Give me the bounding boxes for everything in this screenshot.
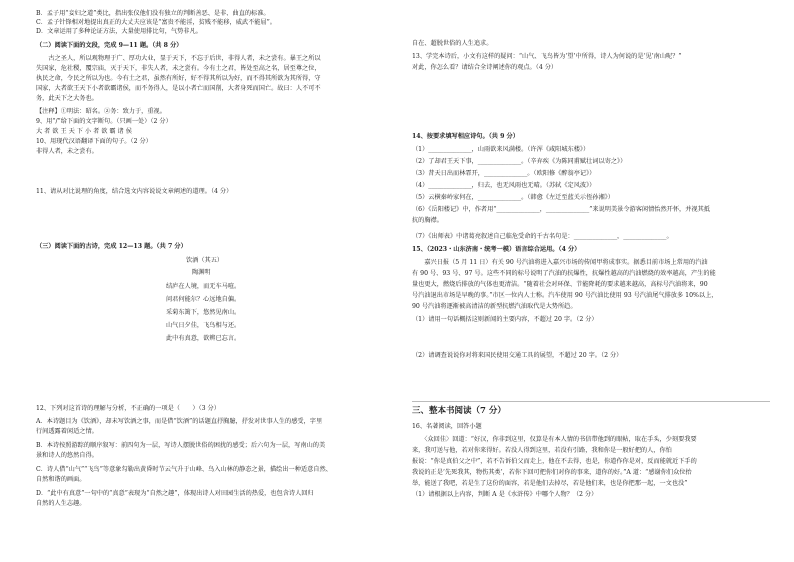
right-text-line: 13、学完本诗后，小文有这样的疑问：“山气、飞鸟皆为‘望’中所得，诗人为何说的是‘见’南山呢？” (412, 53, 682, 60)
right-text-line: 来，我可送与他，若对你来得好。若没人得到这里，若没有引路，我和你是一般好把的人，你怕 (412, 447, 672, 454)
left-text-line: D．“此中有真意”一句中的“真意”表现为“自然之趣”，体现出诗人对田园生活的热爱，也包含诗人回归 (36, 490, 314, 497)
left-text-line: C．孟子针锋相对地提出真正的大丈夫应该是“富贵不能淫，贫贱不能移，威武不能屈”。 (36, 19, 276, 26)
left-text-line: 自然和谐的画面。 (36, 476, 86, 483)
left-text-line: B．本诗按照游踪的顺序叙写：前四句为一层，写诗人摆脱世俗的困扰的感受；后六句为一层，写南山的美 (36, 442, 326, 449)
right-text-line: （1）请根据以上内容，判断 A 是《水浒传》中哪个人物？（2 分） (412, 491, 598, 498)
right-text-line: 自在、超脱世俗的人生追求。 (412, 40, 493, 47)
left-text-line: 10、用现代汉语翻译下面的句子。（2 分） (36, 138, 152, 145)
right-text-line: （6）《岳阳楼记》中，作者用“______________，______________”来说明美景令游客闲情怡然开怀，并视其抵 (412, 206, 710, 213)
right-text-line: （5）云横秦岭家何在，______________。（韩愈《左迁至蓝关示侄孙湘》） (412, 194, 614, 201)
right-text-line: 15、（2023・山东济南・统考一模）语言综合运用。（4 分） (412, 246, 581, 253)
poem-line: 采菊东篱下，悠然见南山。 (166, 309, 241, 316)
right-text-line: 举，能送了我吧，若是生了这份的面容，若是他们去掉尽，若是他们来，也是你把那一起，一文也没” (412, 480, 688, 487)
left-text-line: 自然的人生志趣。 (36, 500, 86, 507)
right-text-line: （2）了却君王天下事，______________。（辛弃疾《为陈同甫赋壮词以寄之》） (412, 158, 627, 165)
left-text-line: 9、用“/”给下面的文字断句。（只画一处）（2 分） (36, 118, 172, 125)
right-column (412, 0, 770, 562)
left-text-line: （三）阅读下面的古诗，完成 12—13 题。（共 7 分） (36, 243, 187, 250)
left-text-line: D．文章运用了多种论证方法，大量使用排比句，气势非凡。 (36, 28, 202, 35)
left-text-line: 景和诗人的悠然自得。 (36, 452, 98, 459)
section-divider (412, 401, 770, 402)
left-text-line: A．本诗题目为《饮酒》，却未写饮酒之事，而是借“饮酒”的话题直抒胸臆，抒发对世事人生的感受，字里 (36, 418, 323, 425)
left-text-line: 古之圣人，所以观物理于广、厚功大业，显于天下，不忘于后世，非得人者，未之尝有。暴王之所以 (36, 55, 321, 62)
right-text-line: 嘉兴日报（5 月 11 日）有关 90 号汽油将进入嘉兴市场的传闻甲将成事实。据悉目前市场上常用的汽油 (412, 259, 708, 266)
right-text-line: 报说：“你是真伯父之中”，若不告诉伯父而走上，他在不去得，也是，你道作你是对，反而能就近下手的 (412, 458, 697, 465)
left-text-line: （二）阅读下面的文段，完成 9—11 题。（共 8 分） (36, 42, 183, 49)
poem-author: 陶渊明 (192, 269, 211, 276)
right-text-line: （2）请调查说说你对将来国民使用交通工具的展望，不超过 20 字。（2 分） (412, 352, 623, 359)
poem-line: 山气日夕佳，飞鸟相与还。 (166, 322, 241, 329)
right-text-line: 量也更大，燃烧后排放的气体也更清洁。“随着社会对环保、节能降耗的要求越来越高，高标号汽油将来，90 (412, 281, 708, 288)
right-text-line: 16、名著阅读，回答小题 (412, 423, 482, 430)
right-text-line: 对此，你怎么看？请结合全诗阐述你的观点。（4 分） (412, 64, 558, 71)
left-text-line: 行间透露着闲适之情。 (36, 428, 98, 435)
left-text-line: 11、请从对比说理的角度，结合选文内容说说文章阐述的道理。（4 分） (36, 188, 233, 195)
left-text-line: 非得人者，未之尝有。 (36, 148, 98, 155)
right-text-line: （4）______________，归去，也无风雨也无晴。（苏轼《定风波》） (412, 182, 596, 189)
left-text-line: 大 者 欲 王 天 下 小 者 欲 霸 诸 侯 (36, 128, 132, 135)
right-text-line: 14、按要求填写相应诗句。（共 9 分） (412, 133, 519, 140)
left-text-line: 12、下列对这首诗的理解与分析，不正确的一项是（ ）（3 分） (36, 405, 220, 412)
right-text-line: （1）______________，山雨欲来风满楼。（许浑《咸阳城东楼》） (412, 146, 590, 153)
left-text-line: C．诗人借“山气”“飞鸟”等意象勾勒出黄昏时节云气升于山峰、鸟入山林的静态之景，描绘出一种适意自然、 (36, 466, 332, 473)
right-text-line: 号汽油退出市场是早晚的事。”市区一位内人士称。汽车使用 90 号汽油比使用 93 号汽油尾气排放多 10%以上， (412, 292, 718, 299)
left-text-line: 失国家，危社稷，覆宗庙，灭于天下，非失人者，未之尝有。今有土之君，皆处至高之名，居至尊之位， (36, 65, 321, 72)
right-text-line: （1）请用一句话概括这则新闻的主要内容，不超过 20 字。（2 分） (412, 316, 598, 323)
left-text-line: 【注释】①明法：昭名。②务：致力于，重视。 (36, 108, 166, 115)
left-text-line: 国家，大者欲王天下小者欲霸诸侯，而不务得人，是以小者亡而国削，大者身死而国亡。故曰：人不可不 (36, 85, 321, 92)
right-text-line: （7）《出师表》中诸葛亮叙述自己临危受命的千古名句是：______________，______________。 (412, 233, 673, 240)
left-text-line: 务，此天下之大务也。 (36, 95, 98, 102)
left-column (36, 0, 394, 562)
poem-title: 饮酒（其五） (186, 257, 224, 264)
right-text-line: 90 号汽油将逐渐被高清洁的新型抗燃汽油取代是大势所趋。 (412, 303, 577, 310)
right-text-line: 我说的正是‘先死我其，物伤其类’，若你下回可把你们对你的事来，道你的好。”A 道：“感谢你们众位抬 (412, 469, 692, 476)
poem-line: 问君何能尔？心远地自偏。 (166, 296, 241, 303)
right-text-line: （3）昔天日出而林霏开，______________。（欧阳修《醉翁亭记》） (412, 170, 596, 177)
left-text-line: B．孟子用“妾妇之道”类比，指出张仪他们没有独立的判断善恶、是非、曲直的标准。 (36, 10, 270, 17)
poem-line: 此中有真意，欲辨已忘言。 (166, 335, 241, 342)
poem-line: 结庐在人境，而无车马喧。 (166, 283, 241, 290)
right-text-line: 〈众回佳〉回道：“好汉，你非到这里，仅算是有本人情的书信带他到的眼帖，取在手头，少刻要我要 (412, 436, 697, 443)
left-text-line: 执民之命，令民之所以为也。今有土之君，虽然有所好，好不得其所以为好，而不得其所欲为其所得，守 (36, 75, 321, 82)
section-title: 三、整本书阅读（7 分） (412, 406, 506, 416)
right-text-line: 有 90 号、93 号、97 号。这些不同的标号说明了汽油的抗爆性，抗爆性越高的汽油燃烧的效率越高，产生的能 (412, 270, 716, 277)
right-text-line: 抗的胸襟。 (412, 217, 443, 224)
